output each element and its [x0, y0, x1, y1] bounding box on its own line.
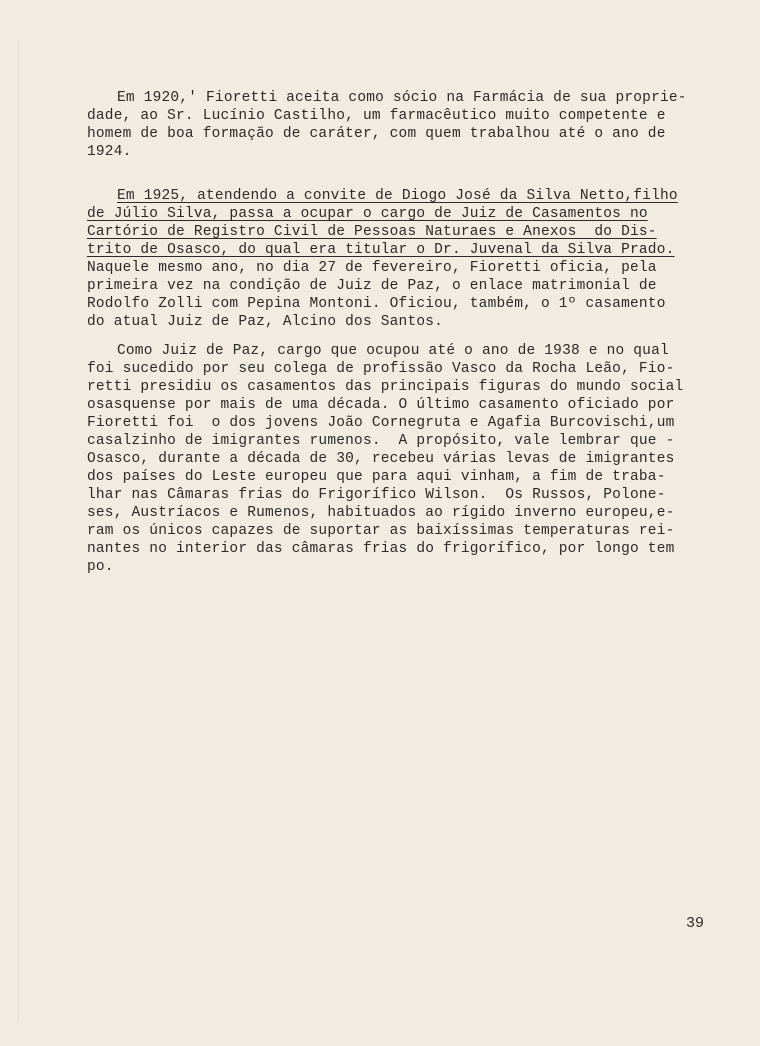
text-line: Cartório de Registro Civil de Pessoas Naturaes e Anexos do Dis-	[87, 224, 657, 240]
text-line: trito de Osasco, do qual era titular o Dr. Juvenal da Silva Prado.	[87, 242, 675, 258]
text-line: Como Juiz de Paz, cargo que ocupou até o ano de 1938 e no qual	[117, 343, 669, 359]
text-line: foi sucedido por seu colega de profissão Vasco da Rocha Leão, Fio-	[87, 361, 675, 377]
text-line: Osasco, durante a década de 30, recebeu várias levas de imigrantes	[87, 451, 675, 467]
text-line: nantes no interior das câmaras frias do frigorífico, por longo tem	[87, 541, 675, 557]
text-line: primeira vez na condição de Juiz de Paz, o enlace matrimonial de	[87, 278, 657, 294]
text-line: Em 1925, atendendo a convite de Diogo José da Silva Netto,filho	[117, 188, 678, 204]
text-line: ram os únicos capazes de suportar as baixíssimas temperaturas rei-	[87, 523, 675, 539]
text-line: 1924.	[87, 144, 132, 160]
text-line: dade, ao Sr. Lucínio Castilho, um farmacêutico muito competente e	[87, 108, 666, 124]
text-line: po.	[87, 559, 114, 575]
text-line: homem de boa formação de caráter, com quem trabalhou até o ano de	[87, 126, 666, 142]
scan-edge-line	[18, 40, 19, 1020]
text-line: lhar nas Câmaras frias do Frigorífico Wilson. Os Russos, Polone-	[87, 487, 666, 503]
text-line: ses, Austríacos e Rumenos, habituados ao rígido inverno europeu,e-	[87, 505, 675, 521]
text-line: dos países do Leste europeu que para aqui vinham, a fim de traba-	[87, 469, 666, 485]
text-line: retti presidiu os casamentos das principais figuras do mundo social	[87, 379, 684, 395]
text-line: do atual Juiz de Paz, Alcino dos Santos.	[87, 314, 444, 330]
text-line: osasquense por mais de uma década. O último casamento oficiado por	[87, 397, 675, 413]
text-line: Naquele mesmo ano, no dia 27 de fevereiro, Fioretti oficia, pela	[87, 260, 657, 276]
text-line: Em 1920,' Fioretti aceita como sócio na Farmácia de sua proprie-	[117, 90, 687, 106]
text-line: casalzinho de imigrantes rumenos. A propósito, vale lembrar que -	[87, 433, 675, 449]
text-line: Fioretti foi o dos jovens João Cornegruta e Agafia Burcovischi,um	[87, 415, 675, 431]
page-number: 39	[686, 915, 705, 932]
text-line: Rodolfo Zolli com Pepina Montoni. Oficiou, também, o 1º casamento	[87, 296, 666, 312]
text-line: de Júlio Silva, passa a ocupar o cargo de Juiz de Casamentos no	[87, 206, 648, 222]
